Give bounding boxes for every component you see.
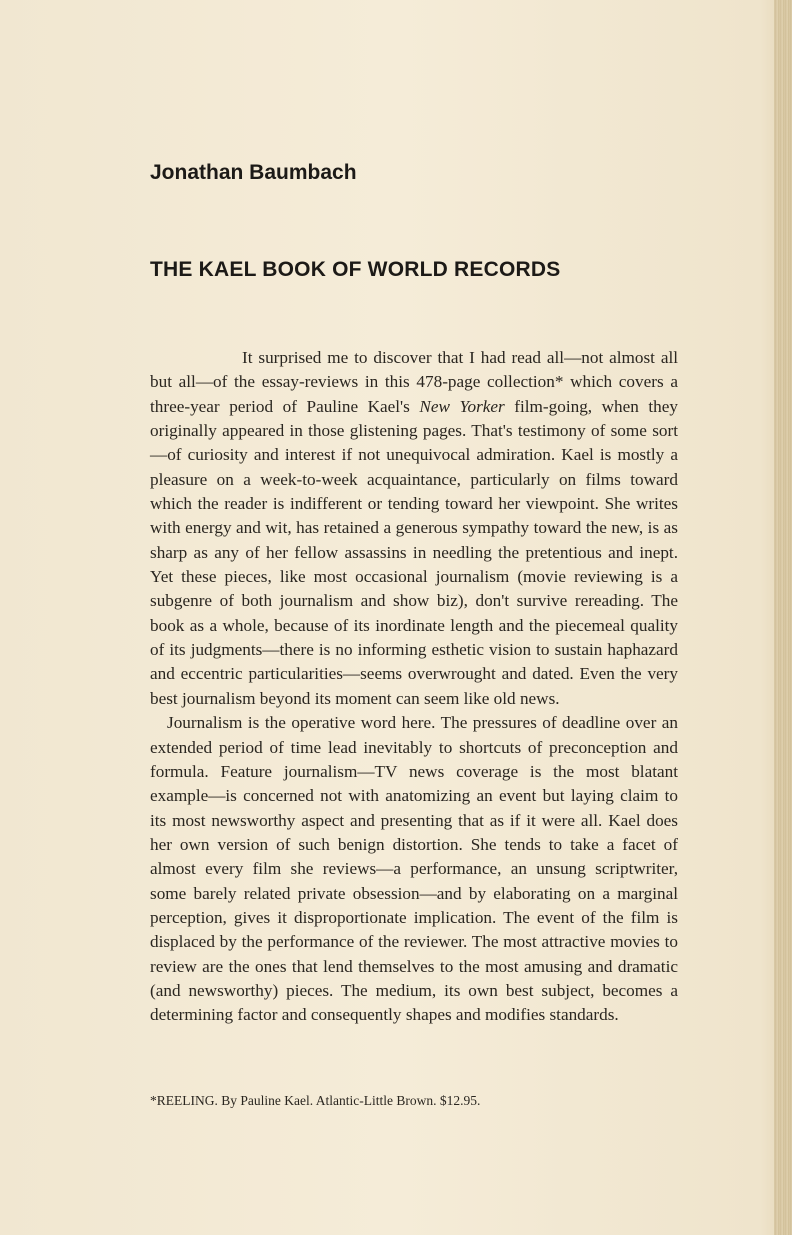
article-title: THE KAEL BOOK OF WORLD RECORDS xyxy=(150,258,561,281)
author-name: Jonathan Baumbach xyxy=(150,161,357,184)
paragraph-text: It surprised me to discover that I had read all—not almost all but all—of the essay-reviews in this 478-page collection* which covers a three-year period of Pauline Kael's xyxy=(150,348,678,416)
body-paragraph xyxy=(150,346,678,711)
body-paragraph: Journalism is the operative word here. The pressures of deadline over an extended period of time lead inevitably to shortcuts of preconception and formula. Feature journalism—TV news coverage is the most blatant example—is concerned not with anatomizing an event but laying claim to its most newsworthy aspect and presenting that as if it were all. Kael does her own version of such benign distortion. She tends to take a facet of almost every film she reviews—a performance, an unsung scriptwriter, some barely related private obsession—and by elaborating on a marginal perception, gives it disproportionate implication. The event of the film is displaced by the performance of the reviewer. The most attractive movies to review are the ones that lend themselves to the most amusing and dramatic (and newsworthy) pieces. The medium, its own best subject, becomes a determining factor and consequently shapes and modifies standards. xyxy=(150,713,678,1025)
page-edge xyxy=(774,0,792,1235)
paragraph-text: film-going, when they originally appeared in those glistening pages. That's testimony of some sort—of curiosity and interest if not unequivocal admiration. Kael is mostly a pleasure on a week-to-week acquaintance, particularly on films toward which the reader is indifferent or tending toward her viewpoint. She writes with energy and wit, has retained a generous sympathy toward the new, is as sharp as any of her fellow assassins in needling the pretentious and inept. Yet these pieces, like most occasional journalism (movie reviewing is a subgenre of both journalism and show biz), don't survive rereading. The book as a whole, because of its inordinate length and the piecemeal quality of its judgments—there is no informing esthetic vision to sustain haphazard and eccentric particularities—seems overwrought and dated. Even the very best journalism beyond its moment can seem like old news. xyxy=(150,396,678,708)
article-body xyxy=(150,346,678,1028)
publication-name: New Yorker xyxy=(419,396,505,416)
footnote: *REELING. By Pauline Kael. Atlantic-Little Brown. $12.95. xyxy=(150,1093,481,1108)
